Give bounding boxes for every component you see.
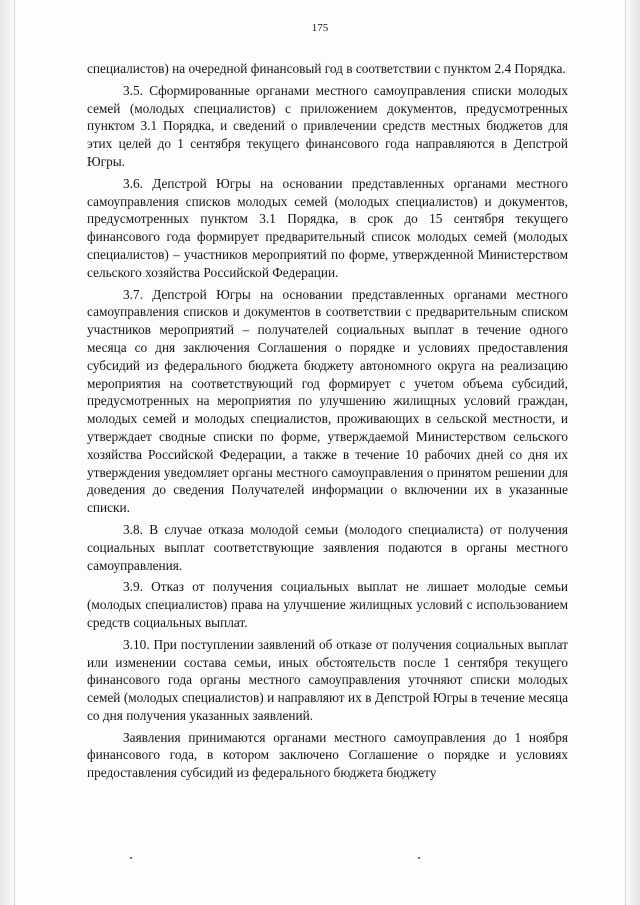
- scan-edge-right: [625, 0, 640, 905]
- scan-edge-left: [0, 0, 15, 905]
- page-number: 175: [311, 22, 329, 34]
- paragraph-3-5: 3.5. Сформированные органами местного самоуправления списки молодых семей (молодых специалистов) с приложением документов, предусмотренных пунктом 3.1 Порядка, и сведений о привлечении средств местных бюджетов для этих целей до 1 сентября текущего финансового года направляются в Депстрой Югры.: [87, 82, 568, 169]
- paragraph-3-9: 3.9. Отказ от получения социальных выплат не лишает молодые семьи (молодых специалистов) права на улучшение жилищных условий с использованием средств социальных выплат.: [87, 579, 568, 630]
- paragraph-3-6: 3.6. Депстрой Югры на основании представленных органами местного самоуправления списков молодых семей (молодых специалистов) и документов, предусмотренных пунктом 3.1 Порядка, в срок до 15 сентября текущего финансового года формирует предварительный список молодых семей (молодых специалистов) – участников мероприятий по форме, утвержденной Министерством сельского хозяйства Российской Федерации.: [87, 175, 568, 280]
- paragraph-3-10: 3.10. При поступлении заявлений об отказе от получения социальных выплат или изменении состава семьи, иных обстоятельств после 1 сентября текущего финансового года органы местного самоуправления уточняют списки молодых семей (молодых специалистов) и направляют их в Депстрой Югры в течение месяца со дня получения указанных заявлений.: [87, 636, 568, 723]
- document-body: [87, 60, 568, 786]
- paragraph-3-7: 3.7. Депстрой Югры на основании представленных органами местного самоуправления списков и документов в соответствии с предварительным списком участников мероприятий – получателей социальных выплат в течение одного месяца со дня заключения Соглашения о порядке и условиях предоставления субсидий из федерального бюджета бюджету автономного округа на реализацию мероприятия на соответствующий год формирует с учетом объема субсидий, предусмотренных на мероприятия по улучшению жилищных условий граждан, молодых семей и молодых специалистов, проживающих в сельской местности, и утверждает сводные списки по форме, утверждаемой Министерством сельского хозяйства Российской Федерации, а также в течение 10 рабочих дней со дня их утверждения уведомляет органы местного самоуправления о принятом решении для доведения до сведения Получателей информации о включении их в указанные списки.: [87, 286, 568, 516]
- scan-speck: [418, 857, 420, 859]
- paragraph-0: специалистов) на очередной финансовый год в соответствии с пунктом 2.4 Порядка.: [87, 61, 566, 76]
- scan-speck: [130, 857, 132, 859]
- paragraph-3-8: 3.8. В случае отказа молодой семьи (молодого специалиста) от получения социальных выплат соответствующие заявления подаются в органы местного самоуправления.: [87, 521, 568, 573]
- paragraph-applications: Заявления принимаются органами местного самоуправления до 1 ноября финансового года, в котором заключено Соглашение о порядке и условиях предоставления субсидий из федерального бюджета бюджету: [87, 729, 568, 781]
